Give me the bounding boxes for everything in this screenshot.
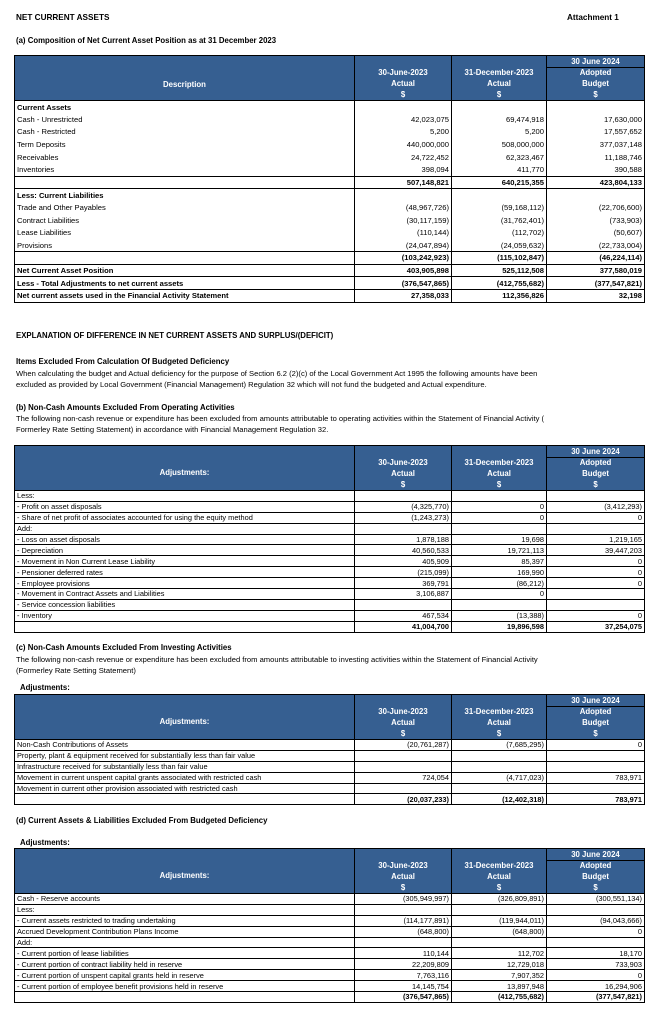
row-value: 112,356,826 — [452, 289, 547, 302]
row-value: 403,905,898 — [355, 264, 452, 277]
header-dec-2023-2: $ — [452, 729, 547, 740]
row-label: - Pensioner deferred rates — [15, 567, 355, 578]
row-value — [547, 101, 645, 114]
header-june-2023-0: 30-June-2023 — [355, 458, 452, 469]
row-value — [355, 750, 452, 761]
row-value: (20,037,233) — [355, 794, 452, 805]
table-row — [15, 226, 645, 239]
row-label: Movement in current unspent capital grants associated with restricted cash — [15, 772, 355, 783]
table-row — [15, 761, 645, 772]
row-value — [547, 599, 645, 610]
table-row — [15, 277, 645, 290]
row-value — [547, 523, 645, 534]
row-label: Less: — [15, 491, 355, 502]
header-budget-1: Budget — [547, 718, 645, 729]
row-value: 0 — [452, 512, 547, 523]
row-value: (114,177,891) — [355, 915, 452, 926]
row-value: 0 — [547, 610, 645, 621]
row-value: 39,447,203 — [547, 545, 645, 556]
row-label: Cash - Restricted — [15, 126, 355, 139]
row-label: Net current assets used in the Financial Activity Statement — [15, 289, 355, 302]
row-value: 19,698 — [452, 534, 547, 545]
row-value — [355, 937, 452, 948]
row-label: Movement in current other provision associated with restricted cash — [15, 783, 355, 794]
row-value: 398,094 — [355, 163, 452, 176]
row-value — [547, 189, 645, 202]
section-a-title: (a) Composition of Net Current Asset Position as at 31 December 2023 — [16, 36, 277, 45]
header-dec-2023-1: Actual — [452, 469, 547, 480]
header-budget-2: $ — [547, 729, 645, 740]
table-row — [15, 523, 645, 534]
header-budget-1: Budget — [547, 872, 645, 883]
row-value: 7,763,116 — [355, 970, 452, 981]
header-june-2023-0: 30-June-2023 — [355, 68, 452, 79]
items-excluded-text-2: excluded as provided by Local Government (Financial Management) Regulation 32 which will not fund the budgeted and Actual expenditure. — [16, 380, 487, 389]
row-label: Inventories — [15, 163, 355, 176]
table-row — [15, 599, 645, 610]
row-label — [15, 252, 355, 265]
row-value: 377,037,148 — [547, 138, 645, 151]
row-label: - Movement in Contract Assets and Liabilities — [15, 589, 355, 600]
row-label: Add: — [15, 937, 355, 948]
row-value: 19,721,113 — [452, 545, 547, 556]
row-value: (412,755,682) — [452, 277, 547, 290]
table-row — [15, 959, 645, 970]
table-row — [15, 937, 645, 948]
header-budget-date: 30 June 2024 — [547, 56, 645, 68]
table-row — [15, 904, 645, 915]
header-june-2023-1: Actual — [355, 872, 452, 883]
row-label: Cash - Reserve accounts — [15, 894, 355, 905]
row-label: Non-Cash Contributions of Assets — [15, 740, 355, 751]
section-b-title: (b) Non-Cash Amounts Excluded From Operating Activities — [16, 403, 235, 412]
row-label: - Depreciation — [15, 545, 355, 556]
header-budget-date: 30 June 2024 — [547, 695, 645, 707]
table-row — [15, 189, 645, 202]
row-value: (1,243,273) — [355, 512, 452, 523]
row-value: (24,047,894) — [355, 239, 452, 252]
header-budget-2: $ — [547, 883, 645, 894]
table-row — [15, 926, 645, 937]
header-budget-2: $ — [547, 90, 645, 101]
row-label: Provisions — [15, 239, 355, 252]
header-description: Adjustments: — [15, 849, 355, 894]
row-label: - Current portion of lease liabilities — [15, 948, 355, 959]
row-value: (648,800) — [355, 926, 452, 937]
row-value: 0 — [452, 589, 547, 600]
row-value — [452, 937, 547, 948]
table-row — [15, 894, 645, 905]
row-value — [452, 101, 547, 114]
row-value: (50,607) — [547, 226, 645, 239]
header-spacer — [452, 446, 547, 458]
investing-adjustments-table — [14, 694, 645, 805]
row-value — [355, 491, 452, 502]
row-value: 369,791 — [355, 578, 452, 589]
row-value: (22,706,600) — [547, 201, 645, 214]
row-value — [355, 599, 452, 610]
header-spacer — [355, 56, 452, 68]
table-row — [15, 567, 645, 578]
row-label: Trade and Other Payables — [15, 201, 355, 214]
row-value: (376,547,865) — [355, 992, 452, 1003]
row-value: 1,219,165 — [547, 534, 645, 545]
header-spacer — [355, 849, 452, 861]
row-value: 377,580,019 — [547, 264, 645, 277]
row-value: 169,990 — [452, 567, 547, 578]
header-dec-2023-0: 31-December-2023 — [452, 458, 547, 469]
row-value: 405,909 — [355, 556, 452, 567]
table-row — [15, 981, 645, 992]
row-label: Contract Liabilities — [15, 214, 355, 227]
row-value: 40,560,533 — [355, 545, 452, 556]
row-value: 42,023,075 — [355, 113, 452, 126]
row-value: 0 — [547, 970, 645, 981]
row-label: - Service concession liabilities — [15, 599, 355, 610]
table-row — [15, 252, 645, 265]
table-row — [15, 992, 645, 1003]
header-dec-2023-2: $ — [452, 480, 547, 491]
row-value — [452, 761, 547, 772]
row-value: (31,762,401) — [452, 214, 547, 227]
row-value: (30,117,159) — [355, 214, 452, 227]
header-budget-0: Adopted — [547, 707, 645, 718]
row-value: 1,878,188 — [355, 534, 452, 545]
row-value: (13,388) — [452, 610, 547, 621]
row-label: Lease Liabilities — [15, 226, 355, 239]
operating-adjustments-table — [14, 445, 645, 633]
row-value: (119,944,011) — [452, 915, 547, 926]
row-value — [355, 523, 452, 534]
row-value: 14,145,754 — [355, 981, 452, 992]
header-budget-0: Adopted — [547, 458, 645, 469]
row-value: (412,755,682) — [452, 992, 547, 1003]
row-value: (48,967,726) — [355, 201, 452, 214]
row-value: 85,397 — [452, 556, 547, 567]
row-value: 733,903 — [547, 959, 645, 970]
row-value: 69,474,918 — [452, 113, 547, 126]
table-row — [15, 970, 645, 981]
row-value: 390,588 — [547, 163, 645, 176]
header-spacer — [355, 695, 452, 707]
row-value: (377,547,821) — [547, 277, 645, 290]
row-value: (22,733,004) — [547, 239, 645, 252]
row-label — [15, 621, 355, 632]
row-value: (94,043,666) — [547, 915, 645, 926]
row-value — [547, 589, 645, 600]
row-value: 0 — [547, 512, 645, 523]
row-value: 13,897,948 — [452, 981, 547, 992]
header-budget-date: 30 June 2024 — [547, 446, 645, 458]
row-value — [355, 101, 452, 114]
table-row — [15, 740, 645, 751]
table-row — [15, 589, 645, 600]
row-value: 507,148,821 — [355, 176, 452, 189]
section-d-title: (d) Current Assets & Liabilities Excluded From Budgeted Deficiency — [16, 816, 268, 825]
section-c-text-2: (Formerley Rate Setting Statement) — [16, 666, 136, 675]
row-value — [547, 937, 645, 948]
header-dec-2023-2: $ — [452, 883, 547, 894]
header-june-2023-1: Actual — [355, 79, 452, 90]
section-b-text-1: The following non-cash revenue or expenditure has been excluded from amounts attributable to operating activities within the Statement of Financial Activity ( — [16, 414, 545, 423]
header-spacer — [452, 695, 547, 707]
header-budget-0: Adopted — [547, 861, 645, 872]
row-value — [355, 189, 452, 202]
row-label: Less: Current Liabilities — [15, 189, 355, 202]
row-value: (20,761,287) — [355, 740, 452, 751]
row-value: 640,215,355 — [452, 176, 547, 189]
table-row — [15, 264, 645, 277]
header-budget-0: Adopted — [547, 68, 645, 79]
row-value: (46,224,114) — [547, 252, 645, 265]
row-value — [452, 523, 547, 534]
row-value — [452, 491, 547, 502]
header-description: Description — [15, 56, 355, 101]
header-june-2023-0: 30-June-2023 — [355, 707, 452, 718]
row-value: 37,254,075 — [547, 621, 645, 632]
row-value: 24,722,452 — [355, 151, 452, 164]
section-c-text-1: The following non-cash revenue or expenditure has been excluded from amounts attributable to investing activities within the Statement of Financial Activity — [16, 655, 538, 664]
row-value: 27,358,033 — [355, 289, 452, 302]
row-label: - Loss on asset disposals — [15, 534, 355, 545]
table-row — [15, 534, 645, 545]
header-budget-date: 30 June 2024 — [547, 849, 645, 861]
row-value: 411,770 — [452, 163, 547, 176]
row-label: - Current portion of unspent capital grants held in reserve — [15, 970, 355, 981]
table-row — [15, 915, 645, 926]
row-value: 17,630,000 — [547, 113, 645, 126]
row-value: 18,170 — [547, 948, 645, 959]
row-label: - Share of net profit of associates accounted for using the equity method — [15, 512, 355, 523]
header-dec-2023-1: Actual — [452, 79, 547, 90]
table-row — [15, 621, 645, 632]
row-value: 0 — [547, 740, 645, 751]
row-value: 467,534 — [355, 610, 452, 621]
row-value: 16,294,906 — [547, 981, 645, 992]
table-row — [15, 163, 645, 176]
section-d-adjustments-label: Adjustments: — [20, 838, 70, 847]
table-row — [15, 578, 645, 589]
section-b-text-2: Formerley Rate Setting Statement) in accordance with Financial Management Regulation 32. — [16, 425, 329, 434]
items-excluded-title: Items Excluded From Calculation Of Budgeted Deficiency — [16, 357, 230, 366]
row-label: - Movement in Non Current Lease Liability — [15, 556, 355, 567]
table-row — [15, 948, 645, 959]
row-value — [452, 189, 547, 202]
header-spacer — [452, 849, 547, 861]
header-spacer — [452, 56, 547, 68]
row-value: 12,729,018 — [452, 959, 547, 970]
table-row — [15, 772, 645, 783]
header-dec-2023-0: 31-December-2023 — [452, 707, 547, 718]
table-row — [15, 239, 645, 252]
items-excluded-text-1: When calculating the budget and Actual deficiency for the purpose of Section 6.2 (2)(c) of the Local Government Act 1995 the following amounts have been — [16, 369, 538, 378]
row-value: (7,685,295) — [452, 740, 547, 751]
row-value: 11,188,746 — [547, 151, 645, 164]
row-value — [547, 783, 645, 794]
row-value — [452, 750, 547, 761]
row-value: (112,702) — [452, 226, 547, 239]
page-title: NET CURRENT ASSETS — [16, 13, 110, 22]
header-june-2023-2: $ — [355, 480, 452, 491]
net-current-assets-table — [14, 55, 645, 303]
header-dec-2023-0: 31-December-2023 — [452, 861, 547, 872]
table-row — [15, 512, 645, 523]
row-value — [452, 599, 547, 610]
row-value: (86,212) — [452, 578, 547, 589]
row-label — [15, 176, 355, 189]
row-value: 22,209,809 — [355, 959, 452, 970]
row-value: 0 — [547, 567, 645, 578]
row-label: Less: — [15, 904, 355, 915]
row-label: - Employee provisions — [15, 578, 355, 589]
row-value: 783,971 — [547, 794, 645, 805]
row-value: (376,547,865) — [355, 277, 452, 290]
table-row — [15, 151, 645, 164]
table-row — [15, 138, 645, 151]
row-value: 19,896,598 — [452, 621, 547, 632]
row-value: 5,200 — [452, 126, 547, 139]
row-value: (215,099) — [355, 567, 452, 578]
row-value: (110,144) — [355, 226, 452, 239]
row-value: (4,325,770) — [355, 501, 452, 512]
row-label: Property, plant & equipment received for substantially less than fair value — [15, 750, 355, 761]
explanation-title: EXPLANATION OF DIFFERENCE IN NET CURRENT ASSETS AND SURPLUS/(DEFICIT) — [16, 331, 334, 340]
row-value: 0 — [547, 556, 645, 567]
header-dec-2023-0: 31-December-2023 — [452, 68, 547, 79]
row-value: 0 — [452, 501, 547, 512]
row-label: Cash - Unrestricted — [15, 113, 355, 126]
row-value: (305,949,997) — [355, 894, 452, 905]
table-row — [15, 545, 645, 556]
row-value — [547, 491, 645, 502]
table-row — [15, 214, 645, 227]
row-value: (648,800) — [452, 926, 547, 937]
header-june-2023-1: Actual — [355, 469, 452, 480]
row-label: - Current portion of employee benefit provisions held in reserve — [15, 981, 355, 992]
table-row — [15, 610, 645, 621]
row-value: (733,903) — [547, 214, 645, 227]
table-row — [15, 126, 645, 139]
row-value: (300,551,134) — [547, 894, 645, 905]
row-value: (103,242,923) — [355, 252, 452, 265]
header-description: Adjustments: — [15, 446, 355, 491]
row-value: 17,557,652 — [547, 126, 645, 139]
header-june-2023-2: $ — [355, 90, 452, 101]
header-june-2023-0: 30-June-2023 — [355, 861, 452, 872]
row-label: Current Assets — [15, 101, 355, 114]
row-value: 440,000,000 — [355, 138, 452, 151]
row-value: (12,402,318) — [452, 794, 547, 805]
table-row — [15, 794, 645, 805]
row-value: 41,004,700 — [355, 621, 452, 632]
table-row — [15, 491, 645, 502]
section-c-adjustments-label: Adjustments: — [20, 683, 70, 692]
section-c-title: (c) Non-Cash Amounts Excluded From Investing Activities — [16, 643, 232, 652]
row-label: Term Deposits — [15, 138, 355, 151]
header-budget-1: Budget — [547, 469, 645, 480]
row-value — [547, 750, 645, 761]
row-label: - Profit on asset disposals — [15, 501, 355, 512]
row-value: 0 — [547, 926, 645, 937]
row-label: Net Current Asset Position — [15, 264, 355, 277]
row-value — [547, 904, 645, 915]
header-spacer — [355, 446, 452, 458]
row-value: (24,059,632) — [452, 239, 547, 252]
header-description: Adjustments: — [15, 695, 355, 740]
row-label: - Current assets restricted to trading undertaking — [15, 915, 355, 926]
table-row — [15, 113, 645, 126]
row-value: 0 — [547, 578, 645, 589]
header-june-2023-2: $ — [355, 883, 452, 894]
header-dec-2023-1: Actual — [452, 718, 547, 729]
row-value: (4,717,023) — [452, 772, 547, 783]
row-value: 7,907,352 — [452, 970, 547, 981]
row-value — [547, 761, 645, 772]
table-row — [15, 101, 645, 114]
row-value: (377,547,821) — [547, 992, 645, 1003]
row-label: - Inventory — [15, 610, 355, 621]
row-value: 112,702 — [452, 948, 547, 959]
row-value: 525,112,508 — [452, 264, 547, 277]
row-label: Infrastructure received for substantially less than fair value — [15, 761, 355, 772]
row-value: (59,168,112) — [452, 201, 547, 214]
row-value — [452, 783, 547, 794]
table-row — [15, 501, 645, 512]
excluded-items-table — [14, 848, 645, 1003]
table-row — [15, 556, 645, 567]
header-budget-2: $ — [547, 480, 645, 491]
row-label — [15, 794, 355, 805]
row-value: 783,971 — [547, 772, 645, 783]
header-budget-1: Budget — [547, 79, 645, 90]
table-row — [15, 176, 645, 189]
attachment-label: Attachment 1 — [567, 13, 619, 22]
row-value — [355, 904, 452, 915]
table-row — [15, 750, 645, 761]
row-value: 62,323,467 — [452, 151, 547, 164]
row-value: 5,200 — [355, 126, 452, 139]
table-row — [15, 201, 645, 214]
row-label — [15, 992, 355, 1003]
row-value: (326,809,891) — [452, 894, 547, 905]
row-label: Less - Total Adjustments to net current assets — [15, 277, 355, 290]
row-value: (3,412,293) — [547, 501, 645, 512]
row-value — [452, 904, 547, 915]
row-value: 3,106,887 — [355, 589, 452, 600]
header-june-2023-2: $ — [355, 729, 452, 740]
row-value: 32,198 — [547, 289, 645, 302]
row-value: 423,804,133 — [547, 176, 645, 189]
row-label: Accrued Development Contribution Plans Income — [15, 926, 355, 937]
row-label: Receivables — [15, 151, 355, 164]
table-row — [15, 289, 645, 302]
row-value: 110,144 — [355, 948, 452, 959]
header-dec-2023-2: $ — [452, 90, 547, 101]
table-row — [15, 783, 645, 794]
header-june-2023-1: Actual — [355, 718, 452, 729]
row-value — [355, 761, 452, 772]
row-value — [355, 783, 452, 794]
row-value: 724,054 — [355, 772, 452, 783]
row-label: Add: — [15, 523, 355, 534]
row-value: (115,102,847) — [452, 252, 547, 265]
row-label: - Current portion of contract liability held in reserve — [15, 959, 355, 970]
header-dec-2023-1: Actual — [452, 872, 547, 883]
row-value: 508,000,000 — [452, 138, 547, 151]
